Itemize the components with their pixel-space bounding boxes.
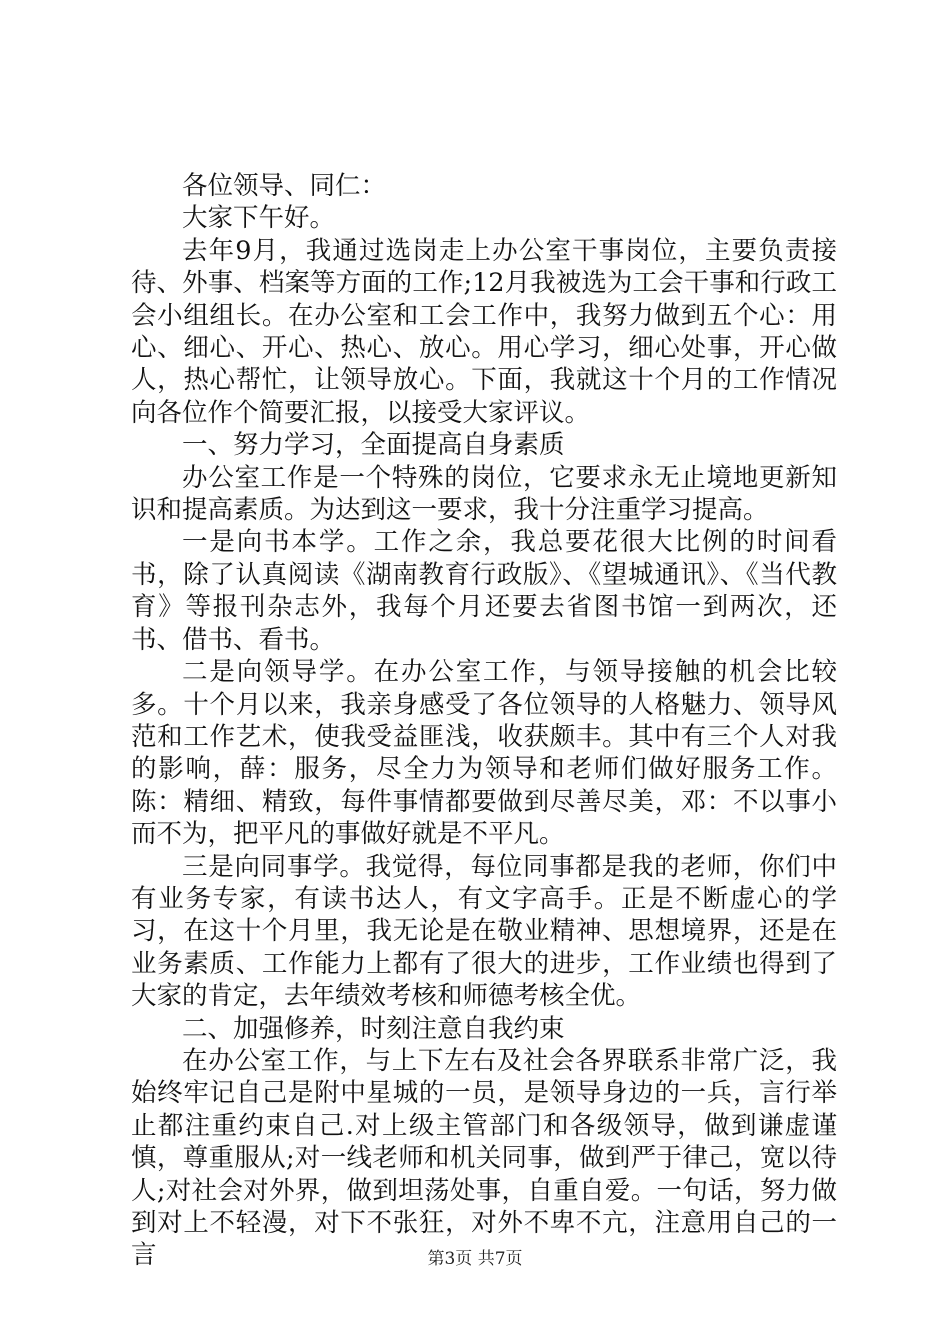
page-footer: 第3页 共7页 bbox=[427, 1249, 523, 1269]
learn-from-leaders-paragraph: 二是向领导学。在办公室工作，与领导接触的机会比较多。十个月以来，我亲身感受了各位领导的人格魅力、领导风范和工作艺术，使我受益匪浅，收获颇丰。其中有三个人对我的影响，薛：服务，尽全力为领导和老师们做好服务工作。陈：精细、精致，每件事情都要做到尽善尽美，邓：不以事小而不为，把平凡的事做好就是不平凡。 bbox=[131, 657, 837, 850]
section-heading-2: 二、加强修养，时刻注意自我约束 bbox=[182, 1013, 565, 1044]
salutation-line: 大家下午好。 bbox=[182, 203, 336, 234]
learn-from-colleagues-paragraph: 三是向同事学。我觉得，每位同事都是我的老师，你们中有业务专家，有读书达人，有文字高手。正是不断虚心的学习，在这十个月里，我无论是在敬业精神、思想境界，还是在业务素质、工作能力上都有了很大的进步，工作业绩也得到了大家的肯定，去年绩效考核和师德考核全优。 bbox=[131, 851, 837, 1012]
intro-paragraph: 去年9月，我通过选岗走上办公室干事岗位，主要负责接待、外事、档案等方面的工作;12月我被选为工会干事和行政工会小组组长。在办公室和工会工作中，我努力做到五个心：用心、细心、开心、热心、放心。用心学习，细心处事，开心做人，热心帮忙，让领导放心。下面，我就这十个月的工作情况向各位作个简要汇报，以接受大家评议。 bbox=[131, 235, 837, 428]
document-body bbox=[131, 170, 837, 1272]
section-2-paragraph: 在办公室工作，与上下左右及社会各界联系非常广泛，我始终牢记自己是附中星城的一员，是领导身边的一兵，言行举止都注重约束自己.对上级主管部门和各级领导，做到谦虚谨慎，尊重服从;对一线老师和机关同事，做到严于律己，宽以待人;对社会对外界，做到坦荡处事，自重自爱。一句话，努力做到对上不轻漫，对下不张狂，对外不卑不亢，注意用自己的一言 bbox=[131, 1045, 837, 1271]
learn-from-books-paragraph: 一是向书本学。工作之余，我总要花很大比例的时间看书，除了认真阅读《湖南教育行政版》、《望城通讯》、《当代教育》等报刊杂志外，我每个月还要去省图书馆一到两次，还书、借书、看书。 bbox=[131, 527, 837, 655]
section-heading-1: 一、努力学习，全面提高自身素质 bbox=[182, 430, 565, 461]
section-1-paragraph: 办公室工作是一个特殊的岗位，它要求永无止境地更新知识和提高素质。为达到这一要求，我十分注重学习提高。 bbox=[131, 462, 837, 526]
greeting-line: 各位领导、同仁： bbox=[182, 171, 387, 201]
